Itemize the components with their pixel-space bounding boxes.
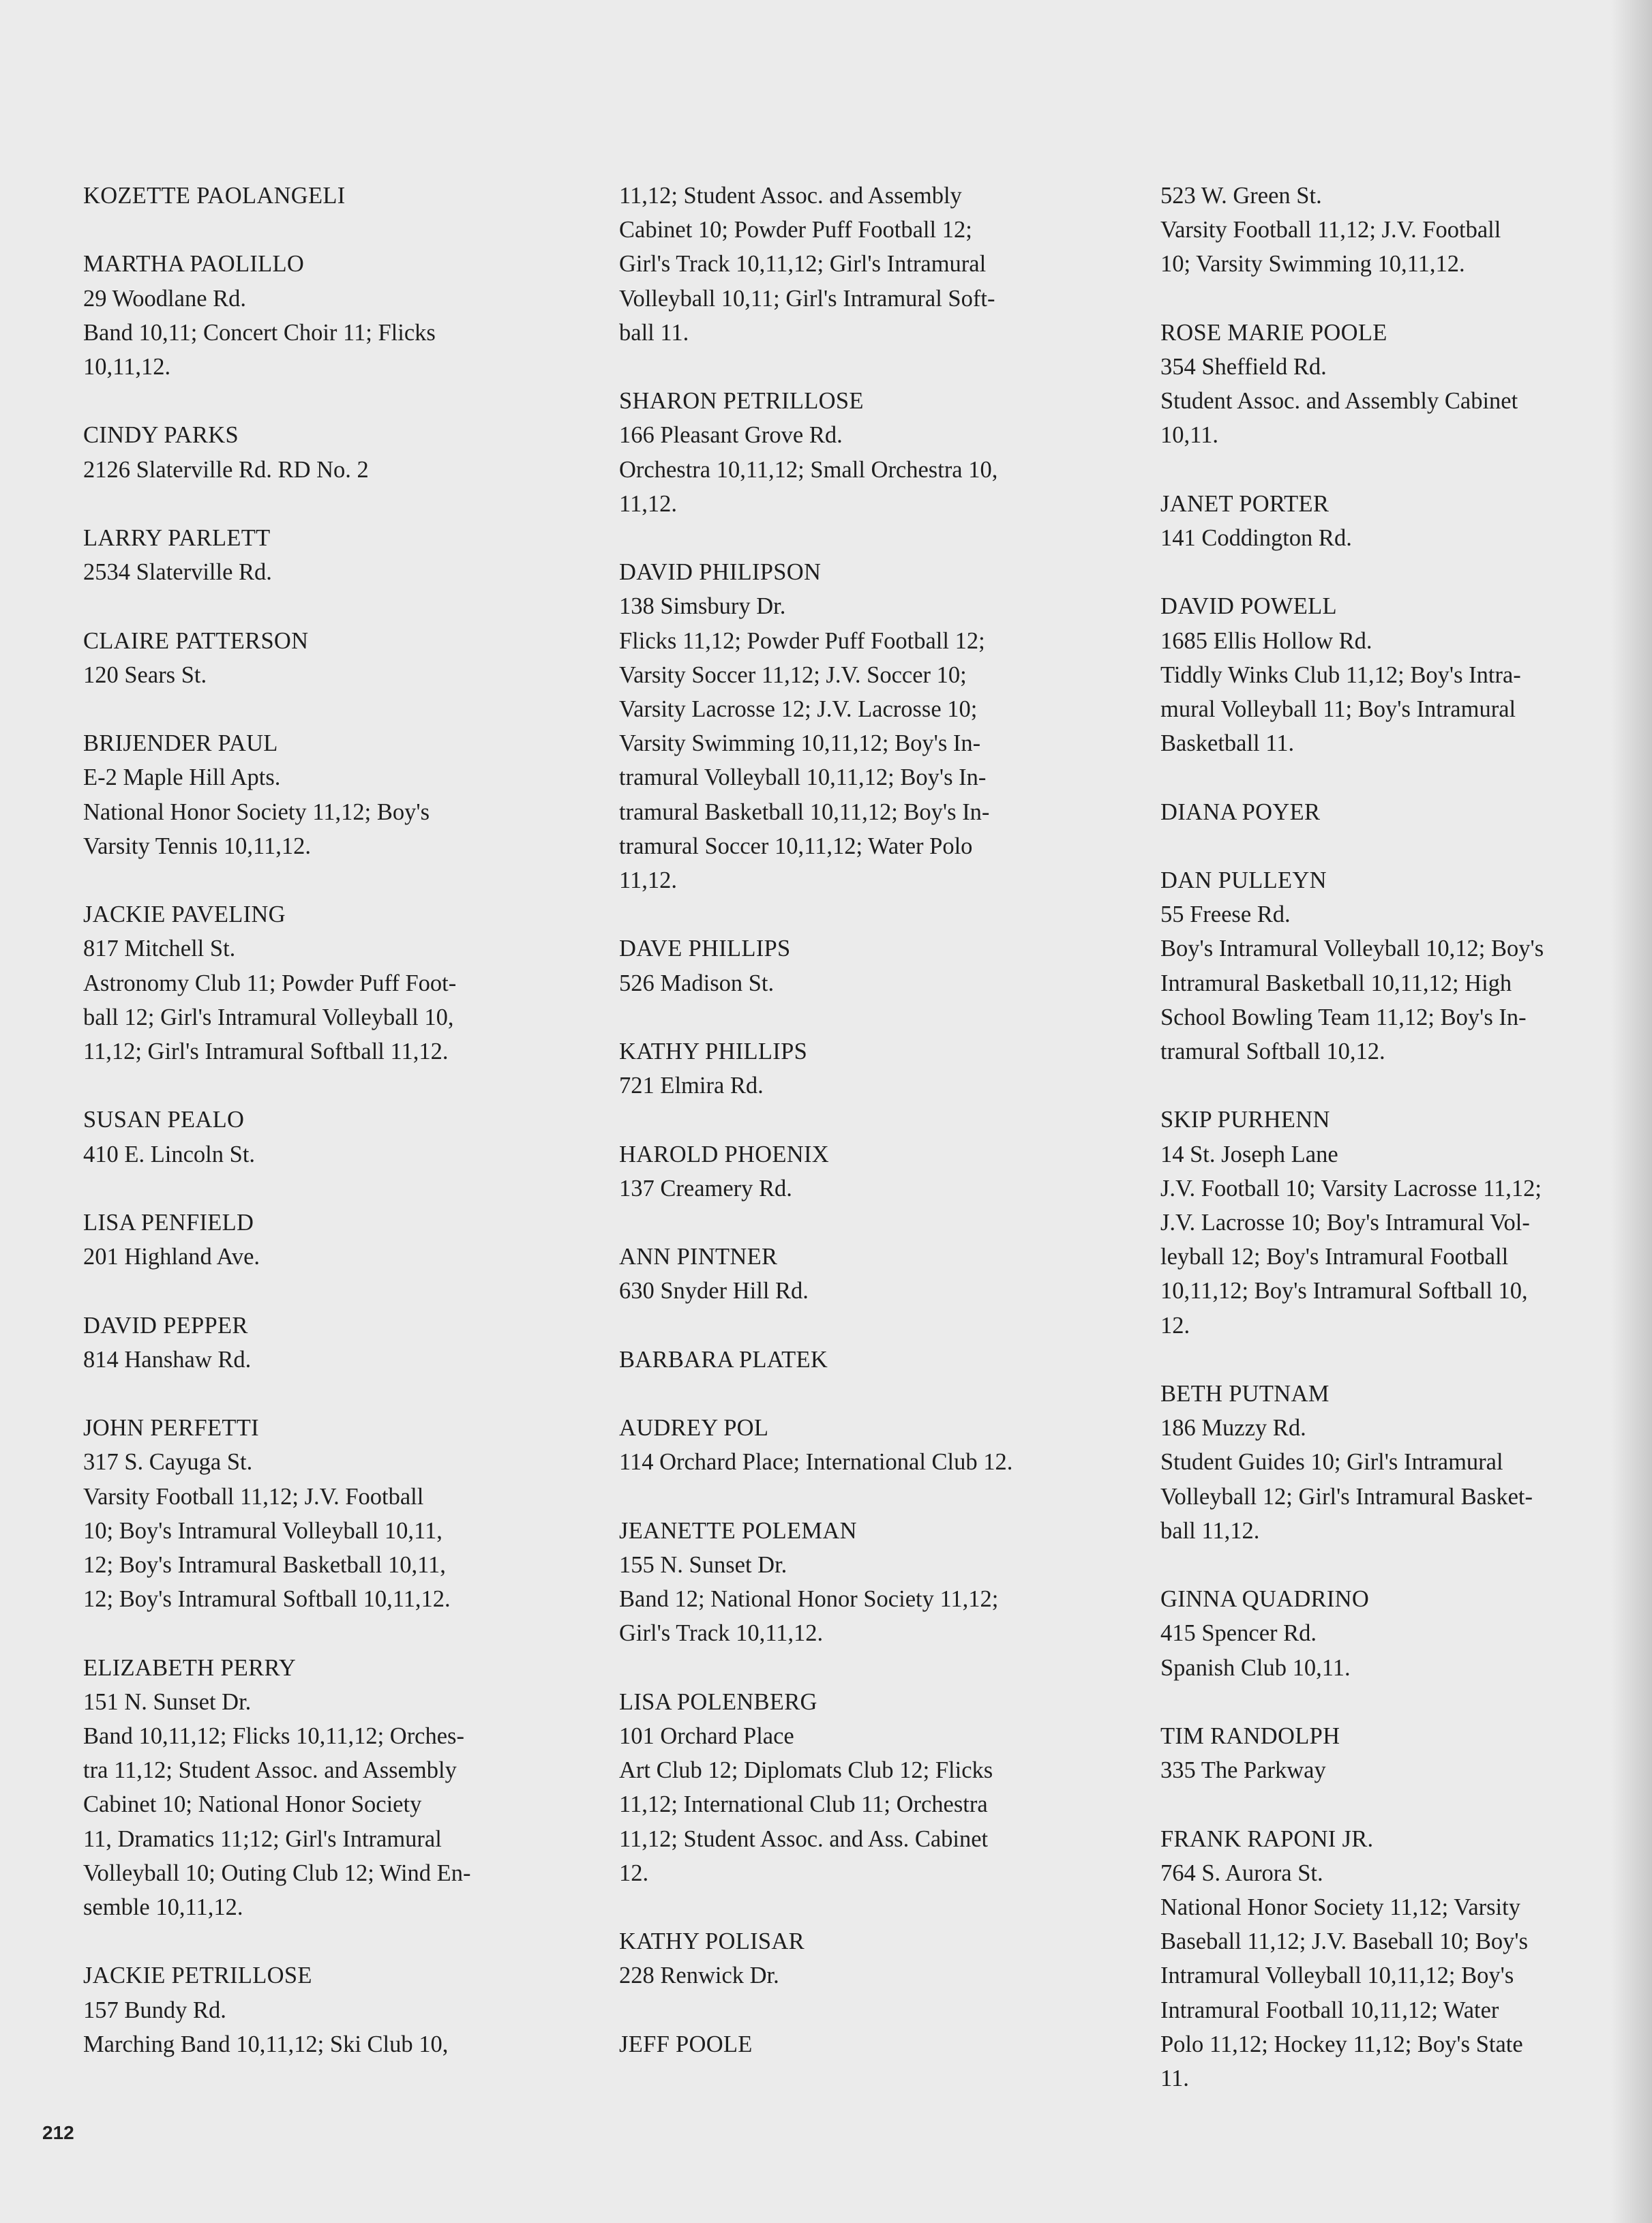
student-entry [1160, 1377, 1638, 1548]
student-name: KOZETTE PAOLANGELI [83, 183, 346, 209]
student-detail-line: ball 11,12. [1160, 1517, 1260, 1544]
student-detail-line: tra 11,12; Student Assoc. and Assembly [83, 1757, 457, 1784]
student-detail-line: 1685 Ellis Hollow Rd. [1160, 627, 1372, 654]
student-name: LISA PENFIELD [83, 1209, 254, 1236]
student-detail-line: Girl's Track 10,11,12; Girl's Intramural [619, 251, 987, 278]
student-detail-line: tramural Softball 10,12. [1160, 1039, 1385, 1064]
student-detail-line: 141 Coddington Rd. [1160, 525, 1352, 551]
student-detail-line: ball 11. [619, 319, 689, 346]
student-name: FRANK RAPONI JR. [1160, 1825, 1374, 1852]
student-name: TIM RANDOLPH [1160, 1723, 1340, 1749]
student-detail-line: 114 Orchard Place; International Club 12. [619, 1449, 1013, 1476]
student-detail-line: 186 Muzzy Rd. [1160, 1415, 1306, 1442]
student-detail-line: 120 Sears St. [83, 661, 207, 688]
student-detail-line: 11,12; Student Assoc. and Assembly [619, 183, 962, 209]
student-detail-line: 11,12; International Club 11; Orchestra [619, 1791, 988, 1818]
student-detail-line: J.V. Lacrosse 10; Boy's Intramural Vol- [1160, 1210, 1530, 1236]
student-entry [619, 1240, 1110, 1308]
student-detail-line: Art Club 12; Diplomats Club 12; Flicks [619, 1757, 993, 1784]
student-detail-line: 817 Mitchell St. [83, 936, 236, 962]
student-detail-line: ball 12; Girl's Intramural Volleyball 10, [83, 1004, 454, 1030]
student-detail-line: Varsity Soccer 11,12; J.V. Soccer 10; [619, 661, 967, 688]
student-detail-line: 12. [1160, 1312, 1190, 1339]
student-name: LISA POLENBERG [619, 1688, 817, 1715]
student-name: HAROLD PHOENIX [619, 1141, 829, 1167]
student-entry [83, 418, 560, 486]
student-detail-line: 10,11. [1160, 422, 1218, 449]
student-detail-line: 10,11,12. [83, 354, 171, 380]
student-detail-line: Tiddly Winks Club 11,12; Boy's Intra- [1160, 661, 1521, 688]
student-entry [619, 2027, 1110, 2061]
student-entry [1160, 1719, 1638, 1787]
student-detail-line: 10; Varsity Swimming 10,11,12. [1160, 251, 1465, 278]
student-detail-line: Intramural Football 10,11,12; Water [1160, 1997, 1499, 2023]
directory-column-2 [619, 179, 1110, 2095]
student-detail-line: 12. [619, 1860, 649, 1886]
student-detail-line: 155 N. Sunset Dr. [619, 1551, 787, 1578]
student-entry [1160, 1582, 1638, 1685]
student-name: KATHY POLISAR [619, 1928, 805, 1955]
student-detail-line: 721 Elmira Rd. [619, 1073, 764, 1099]
student-entry [1160, 589, 1638, 760]
student-entry [83, 1103, 560, 1171]
student-detail-line: mural Volleyball 11; Boy's Intramural [1160, 696, 1516, 722]
student-detail-line: 201 Highland Ave. [83, 1244, 260, 1270]
student-name: JEANETTE POLEMAN [619, 1517, 857, 1544]
student-entry [619, 1137, 1110, 1206]
student-name: JOHN PERFETTI [83, 1415, 259, 1442]
student-entry [83, 624, 560, 692]
student-entry [1160, 1822, 1638, 2096]
student-detail-line: Student Assoc. and Assembly Cabinet [1160, 388, 1518, 415]
student-detail-line: Volleyball 10,11; Girl's Intramural Soft- [619, 285, 995, 312]
student-detail-line: 11,12. [619, 867, 677, 894]
student-detail-line: National Honor Society 11,12; Varsity [1160, 1894, 1520, 1920]
student-entry [83, 1309, 560, 1377]
student-entry [83, 1651, 560, 1925]
student-detail-line: 12; Boy's Intramural Basketball 10,11, [83, 1551, 446, 1578]
student-detail-line: School Bowling Team 11,12; Boy's In- [1160, 1004, 1527, 1030]
student-entry [619, 1343, 1110, 1377]
student-entry [1160, 863, 1638, 1069]
student-entry [83, 247, 560, 384]
student-detail-line: Basketball 11. [1160, 730, 1295, 757]
student-detail-line: Marching Band 10,11,12; Ski Club 10, [83, 2031, 449, 2057]
student-name: DAVID PEPPER [83, 1312, 248, 1339]
student-detail-line: 410 E. Lincoln St. [83, 1141, 256, 1167]
student-detail-line: 157 Bundy Rd. [83, 1997, 226, 2023]
student-detail-line: 10; Boy's Intramural Volleyball 10,11, [83, 1517, 442, 1544]
student-entry [1160, 1103, 1638, 1342]
student-name: KATHY PHILLIPS [619, 1039, 808, 1065]
student-detail-line: Orchestra 10,11,12; Small Orchestra 10, [619, 456, 998, 483]
student-detail-line: 10,11,12; Boy's Intramural Softball 10, [1160, 1278, 1528, 1304]
student-detail-line: Volleyball 10; Outing Club 12; Wind En- [83, 1860, 471, 1886]
student-entry [619, 179, 1110, 350]
student-entry [619, 555, 1110, 897]
student-detail-line: 523 W. Green St. [1160, 183, 1322, 209]
student-detail-line: 166 Pleasant Grove Rd. [619, 422, 843, 449]
student-name: JACKIE PETRILLOSE [83, 1963, 312, 1989]
student-entry [619, 1411, 1110, 1479]
student-entry [619, 1924, 1110, 1993]
student-detail-line: 137 Creamery Rd. [619, 1175, 792, 1202]
student-detail-line: 228 Renwick Dr. [619, 1963, 779, 1989]
student-detail-line: Spanish Club 10,11. [1160, 1654, 1351, 1681]
student-detail-line: 2534 Slaterville Rd. [83, 559, 272, 586]
student-entry [619, 1685, 1110, 1890]
student-detail-line: 2126 Slaterville Rd. RD No. 2 [83, 456, 369, 483]
student-detail-line: Band 10,11,12; Flicks 10,11,12; Orches- [83, 1722, 464, 1749]
student-detail-line: 55 Freese Rd. [1160, 901, 1291, 928]
student-name: GINNA QUADRINO [1160, 1586, 1370, 1613]
student-detail-line: 764 S. Aurora St. [1160, 1860, 1323, 1886]
student-name: JANET PORTER [1160, 490, 1330, 517]
student-detail-line: 11, Dramatics 11;12; Girl's Intramural [83, 1825, 442, 1852]
student-entry [1160, 795, 1638, 829]
student-detail-line: 12; Boy's Intramural Softball 10,11,12. [83, 1586, 451, 1613]
student-name: MARTHA PAOLILLO [83, 251, 305, 278]
student-detail-line: tramural Volleyball 10,11,12; Boy's In- [619, 764, 987, 791]
student-detail-line: 335 The Parkway [1160, 1757, 1326, 1784]
student-detail-line: Cabinet 10; Powder Puff Football 12; [619, 217, 972, 243]
student-detail-line: tramural Basketball 10,11,12; Boy's In- [619, 799, 990, 825]
student-detail-line: Baseball 11,12; J.V. Baseball 10; Boy's [1160, 1928, 1529, 1955]
student-detail-line: 29 Woodlane Rd. [83, 285, 247, 312]
student-detail-line: Polo 11,12; Hockey 11,12; Boy's State [1160, 2031, 1523, 2057]
student-detail-line: Intramural Basketball 10,11,12; High [1160, 970, 1512, 996]
student-detail-line: 151 N. Sunset Dr. [83, 1688, 252, 1715]
student-name: BRIJENDER PAUL [83, 730, 278, 757]
student-name: AUDREY POL [619, 1415, 769, 1442]
student-entry [83, 1958, 560, 2061]
student-entry [83, 179, 560, 213]
student-name: LARRY PARLETT [83, 524, 271, 551]
student-entry [83, 726, 560, 863]
student-entry [619, 384, 1110, 521]
student-detail-line: 11,12; Girl's Intramural Softball 11,12. [83, 1038, 449, 1064]
directory-column-1 [83, 179, 560, 2095]
student-detail-line: 101 Orchard Place [619, 1722, 794, 1749]
student-entry [619, 931, 1110, 1000]
student-name: ROSE MARIE POOLE [1160, 319, 1387, 346]
student-detail-line: Varsity Football 11,12; J.V. Football [83, 1483, 424, 1510]
student-detail-line: 11,12. [619, 490, 677, 517]
student-name: JEFF POOLE [619, 2031, 753, 2057]
student-name: SHARON PETRILLOSE [619, 388, 864, 415]
student-name: BETH PUTNAM [1160, 1381, 1330, 1407]
student-detail-line: Cabinet 10; National Honor Society [83, 1791, 422, 1818]
student-detail-line: 138 Simsbury Dr. [619, 593, 786, 620]
student-detail-line: Student Guides 10; Girl's Intramural [1160, 1449, 1503, 1476]
student-detail-line: 415 Spencer Rd. [1160, 1620, 1317, 1647]
student-detail-line: Varsity Football 11,12; J.V. Football [1160, 217, 1501, 243]
student-detail-line: Volleyball 12; Girl's Intramural Basket- [1160, 1483, 1533, 1510]
student-entry [1160, 316, 1638, 453]
student-entry [619, 1514, 1110, 1651]
student-entry [83, 1206, 560, 1274]
student-entry [1160, 487, 1638, 555]
student-detail-line: Flicks 11,12; Powder Puff Football 12; [619, 627, 985, 654]
student-detail-line: E-2 Maple Hill Apts. [83, 764, 281, 791]
student-entry [1160, 179, 1638, 282]
student-detail-line: 317 S. Cayuga St. [83, 1449, 253, 1476]
student-detail-line: 14 St. Joseph Lane [1160, 1141, 1338, 1167]
student-entry [83, 1411, 560, 1616]
student-detail-line: Boy's Intramural Volleyball 10,12; Boy's [1160, 936, 1544, 962]
student-detail-line: 11. [1160, 2065, 1189, 2092]
student-detail-line: Band 12; National Honor Society 11,12; [619, 1586, 999, 1613]
student-detail-line: 630 Snyder Hill Rd. [619, 1278, 809, 1304]
student-name: DAVID POWELL [1160, 593, 1337, 620]
student-name: CINDY PARKS [83, 422, 239, 449]
student-name: BARBARA PLATEK [619, 1346, 828, 1373]
student-name: SKIP PURHENN [1160, 1107, 1330, 1133]
student-detail-line: Band 10,11; Concert Choir 11; Flicks [83, 319, 436, 346]
student-detail-line: 526 Madison St. [619, 970, 775, 996]
directory-column-3 [1160, 179, 1638, 2130]
student-name: DAN PULLEYN [1160, 867, 1327, 893]
student-name: DIANA POYER [1160, 799, 1321, 825]
student-detail-line: 814 Hanshaw Rd. [83, 1346, 252, 1373]
student-detail-line: Varsity Swimming 10,11,12; Boy's In- [619, 730, 981, 757]
student-entry [83, 897, 560, 1069]
student-name: SUSAN PEALO [83, 1107, 245, 1133]
student-name: CLAIRE PATTERSON [83, 627, 309, 654]
student-name: ANN PINTNER [619, 1244, 778, 1270]
student-name: JACKIE PAVELING [83, 901, 286, 928]
student-detail-line: tramural Soccer 10,11,12; Water Polo [619, 833, 973, 859]
student-detail-line: Intramural Volleyball 10,11,12; Boy's [1160, 1963, 1514, 1989]
student-detail-line: National Honor Society 11,12; Boy's [83, 799, 430, 825]
student-detail-line: 354 Sheffield Rd. [1160, 354, 1327, 380]
student-detail-line: J.V. Football 10; Varsity Lacrosse 11,12; [1160, 1175, 1542, 1202]
page-number: 212 [42, 2122, 74, 2143]
student-detail-line: leyball 12; Boy's Intramural Football [1160, 1244, 1509, 1270]
student-detail-line: semble 10,11,12. [83, 1894, 243, 1920]
student-name: DAVID PHILIPSON [619, 559, 822, 586]
student-entry [619, 1034, 1110, 1103]
student-detail-line: Varsity Lacrosse 12; J.V. Lacrosse 10; [619, 696, 978, 723]
student-name: ELIZABETH PERRY [83, 1654, 297, 1681]
student-detail-line: 11,12; Student Assoc. and Ass. Cabinet [619, 1825, 989, 1852]
student-name: DAVE PHILLIPS [619, 936, 791, 962]
student-entry [83, 521, 560, 589]
student-detail-line: Varsity Tennis 10,11,12. [83, 833, 311, 859]
student-detail-line: Astronomy Club 11; Powder Puff Foot- [83, 970, 457, 996]
student-detail-line: Girl's Track 10,11,12. [619, 1620, 824, 1647]
